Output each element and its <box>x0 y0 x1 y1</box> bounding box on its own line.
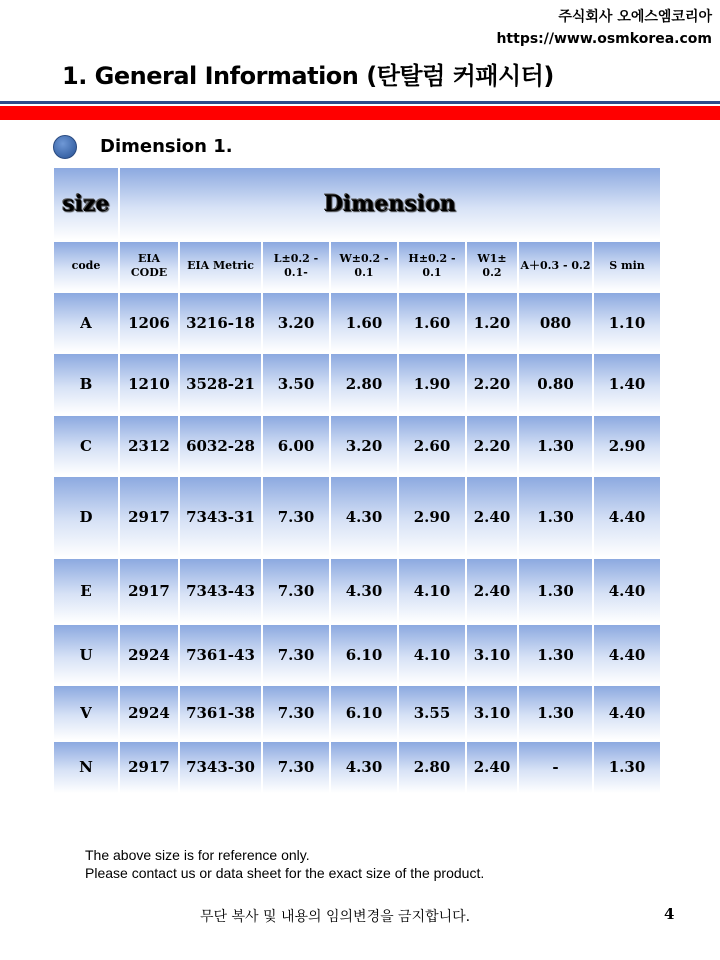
table-cell: 4.30 <box>331 742 397 793</box>
table-cell: 7343-30 <box>180 742 261 793</box>
table-cell: 2.20 <box>467 416 517 475</box>
column-header: W±0.2 - 0.1 <box>331 242 397 291</box>
table-cell: 4.10 <box>399 559 465 623</box>
column-header: code <box>54 242 118 291</box>
table-cell: 7.30 <box>263 477 329 557</box>
table-cell: 6032-28 <box>180 416 261 475</box>
table-cell: 1.60 <box>331 293 397 352</box>
column-header: A＋0.3 - 0.2 <box>519 242 592 291</box>
table-cell: 1.30 <box>594 742 660 793</box>
table-cell: - <box>519 742 592 793</box>
table-cell: 1.30 <box>519 477 592 557</box>
table-cell: 3.20 <box>263 293 329 352</box>
company-header <box>496 6 712 50</box>
table-row <box>54 416 660 475</box>
size-code-cell: C <box>54 416 118 475</box>
table-cell: 3216-18 <box>180 293 261 352</box>
table-cell: 1210 <box>120 354 178 413</box>
size-code-cell: B <box>54 354 118 413</box>
table-cell: 3.50 <box>263 354 329 413</box>
table-cell: 2.40 <box>467 742 517 793</box>
table-body <box>54 293 660 793</box>
table-cell: 6.00 <box>263 416 329 475</box>
size-code-cell: A <box>54 293 118 352</box>
bullet-circle-icon <box>53 135 77 159</box>
table-cell: 6.10 <box>331 686 397 739</box>
table-cell: 7.30 <box>263 559 329 623</box>
table-cell: 1.60 <box>399 293 465 352</box>
table-cell: 3.10 <box>467 686 517 739</box>
table-group-header-row <box>54 168 660 240</box>
table-cell: 1.30 <box>519 416 592 475</box>
table-cell: 2924 <box>120 686 178 739</box>
size-code-cell: E <box>54 559 118 623</box>
table-cell: 2.60 <box>399 416 465 475</box>
table-cell: 7.30 <box>263 686 329 739</box>
table-cell: 2.40 <box>467 477 517 557</box>
dimension-table <box>52 166 662 795</box>
table-cell: 2.20 <box>467 354 517 413</box>
column-header: EIA Metric <box>180 242 261 291</box>
table-cell: 2.90 <box>594 416 660 475</box>
size-code-cell: N <box>54 742 118 793</box>
note-line: The above size is for reference only. <box>85 847 310 863</box>
title-divider-blue <box>0 101 720 104</box>
table-cell: 4.40 <box>594 559 660 623</box>
section-title: Dimension 1. <box>100 136 233 157</box>
table-row <box>54 742 660 793</box>
table-cell: 3.55 <box>399 686 465 739</box>
table-cell: 080 <box>519 293 592 352</box>
table-cell: 2.80 <box>399 742 465 793</box>
table-cell: 1.10 <box>594 293 660 352</box>
table-cell: 2.80 <box>331 354 397 413</box>
page-title: 1. General Information (탄탈럼 커패시터) <box>62 62 554 90</box>
table-cell: 1206 <box>120 293 178 352</box>
column-header: EIA CODE <box>120 242 178 291</box>
table-cell: 1.20 <box>467 293 517 352</box>
table-cell: 4.30 <box>331 477 397 557</box>
copyright-footer: 무단 복사 및 내용의 임의변경을 금지합니다. <box>200 909 471 925</box>
table-cell: 4.40 <box>594 686 660 739</box>
table-row <box>54 625 660 684</box>
table-cell: 2.40 <box>467 559 517 623</box>
size-code-cell: U <box>54 625 118 684</box>
reference-note <box>85 846 484 882</box>
table-cell: 1.30 <box>519 625 592 684</box>
table-cell: 4.10 <box>399 625 465 684</box>
table-column-header-row <box>54 242 660 291</box>
table-cell: 4.40 <box>594 625 660 684</box>
table-cell: 7361-38 <box>180 686 261 739</box>
table-cell: 2312 <box>120 416 178 475</box>
table-cell: 3.20 <box>331 416 397 475</box>
column-header: S min <box>594 242 660 291</box>
page-number: 4 <box>664 905 675 923</box>
table-cell: 7.30 <box>263 742 329 793</box>
column-header: L±0.2 - 0.1- <box>263 242 329 291</box>
table-cell: 7361-43 <box>180 625 261 684</box>
table-cell: 2917 <box>120 477 178 557</box>
table-cell: 4.40 <box>594 477 660 557</box>
table-cell: 1.30 <box>519 559 592 623</box>
table-cell: 2924 <box>120 625 178 684</box>
table-cell: 3528-21 <box>180 354 261 413</box>
company-url[interactable]: https://www.osmkorea.com <box>496 31 712 47</box>
table-cell: 2917 <box>120 742 178 793</box>
table-cell: 3.10 <box>467 625 517 684</box>
title-divider-red <box>0 106 720 120</box>
size-code-cell: D <box>54 477 118 557</box>
column-header: W1± 0.2 <box>467 242 517 291</box>
header-size: size <box>54 168 118 240</box>
company-name: 주식회사 오에스엠코리아 <box>558 9 712 25</box>
table-row <box>54 477 660 557</box>
table-cell: 0.80 <box>519 354 592 413</box>
table-cell: 6.10 <box>331 625 397 684</box>
table-cell: 1.90 <box>399 354 465 413</box>
table-cell: 7.30 <box>263 625 329 684</box>
table-row <box>54 293 660 352</box>
size-code-cell: V <box>54 686 118 739</box>
table-row <box>54 559 660 623</box>
table-cell: 7343-31 <box>180 477 261 557</box>
table-cell: 7343-43 <box>180 559 261 623</box>
table-cell: 1.30 <box>519 686 592 739</box>
note-line: Please contact us or data sheet for the exact size of the product. <box>85 865 485 881</box>
column-header: H±0.2 - 0.1 <box>399 242 465 291</box>
table-cell: 1.40 <box>594 354 660 413</box>
table-cell: 2.90 <box>399 477 465 557</box>
table-row <box>54 686 660 739</box>
header-dimension: Dimension <box>120 168 660 240</box>
table-cell: 4.30 <box>331 559 397 623</box>
table-row <box>54 354 660 413</box>
table-cell: 2917 <box>120 559 178 623</box>
